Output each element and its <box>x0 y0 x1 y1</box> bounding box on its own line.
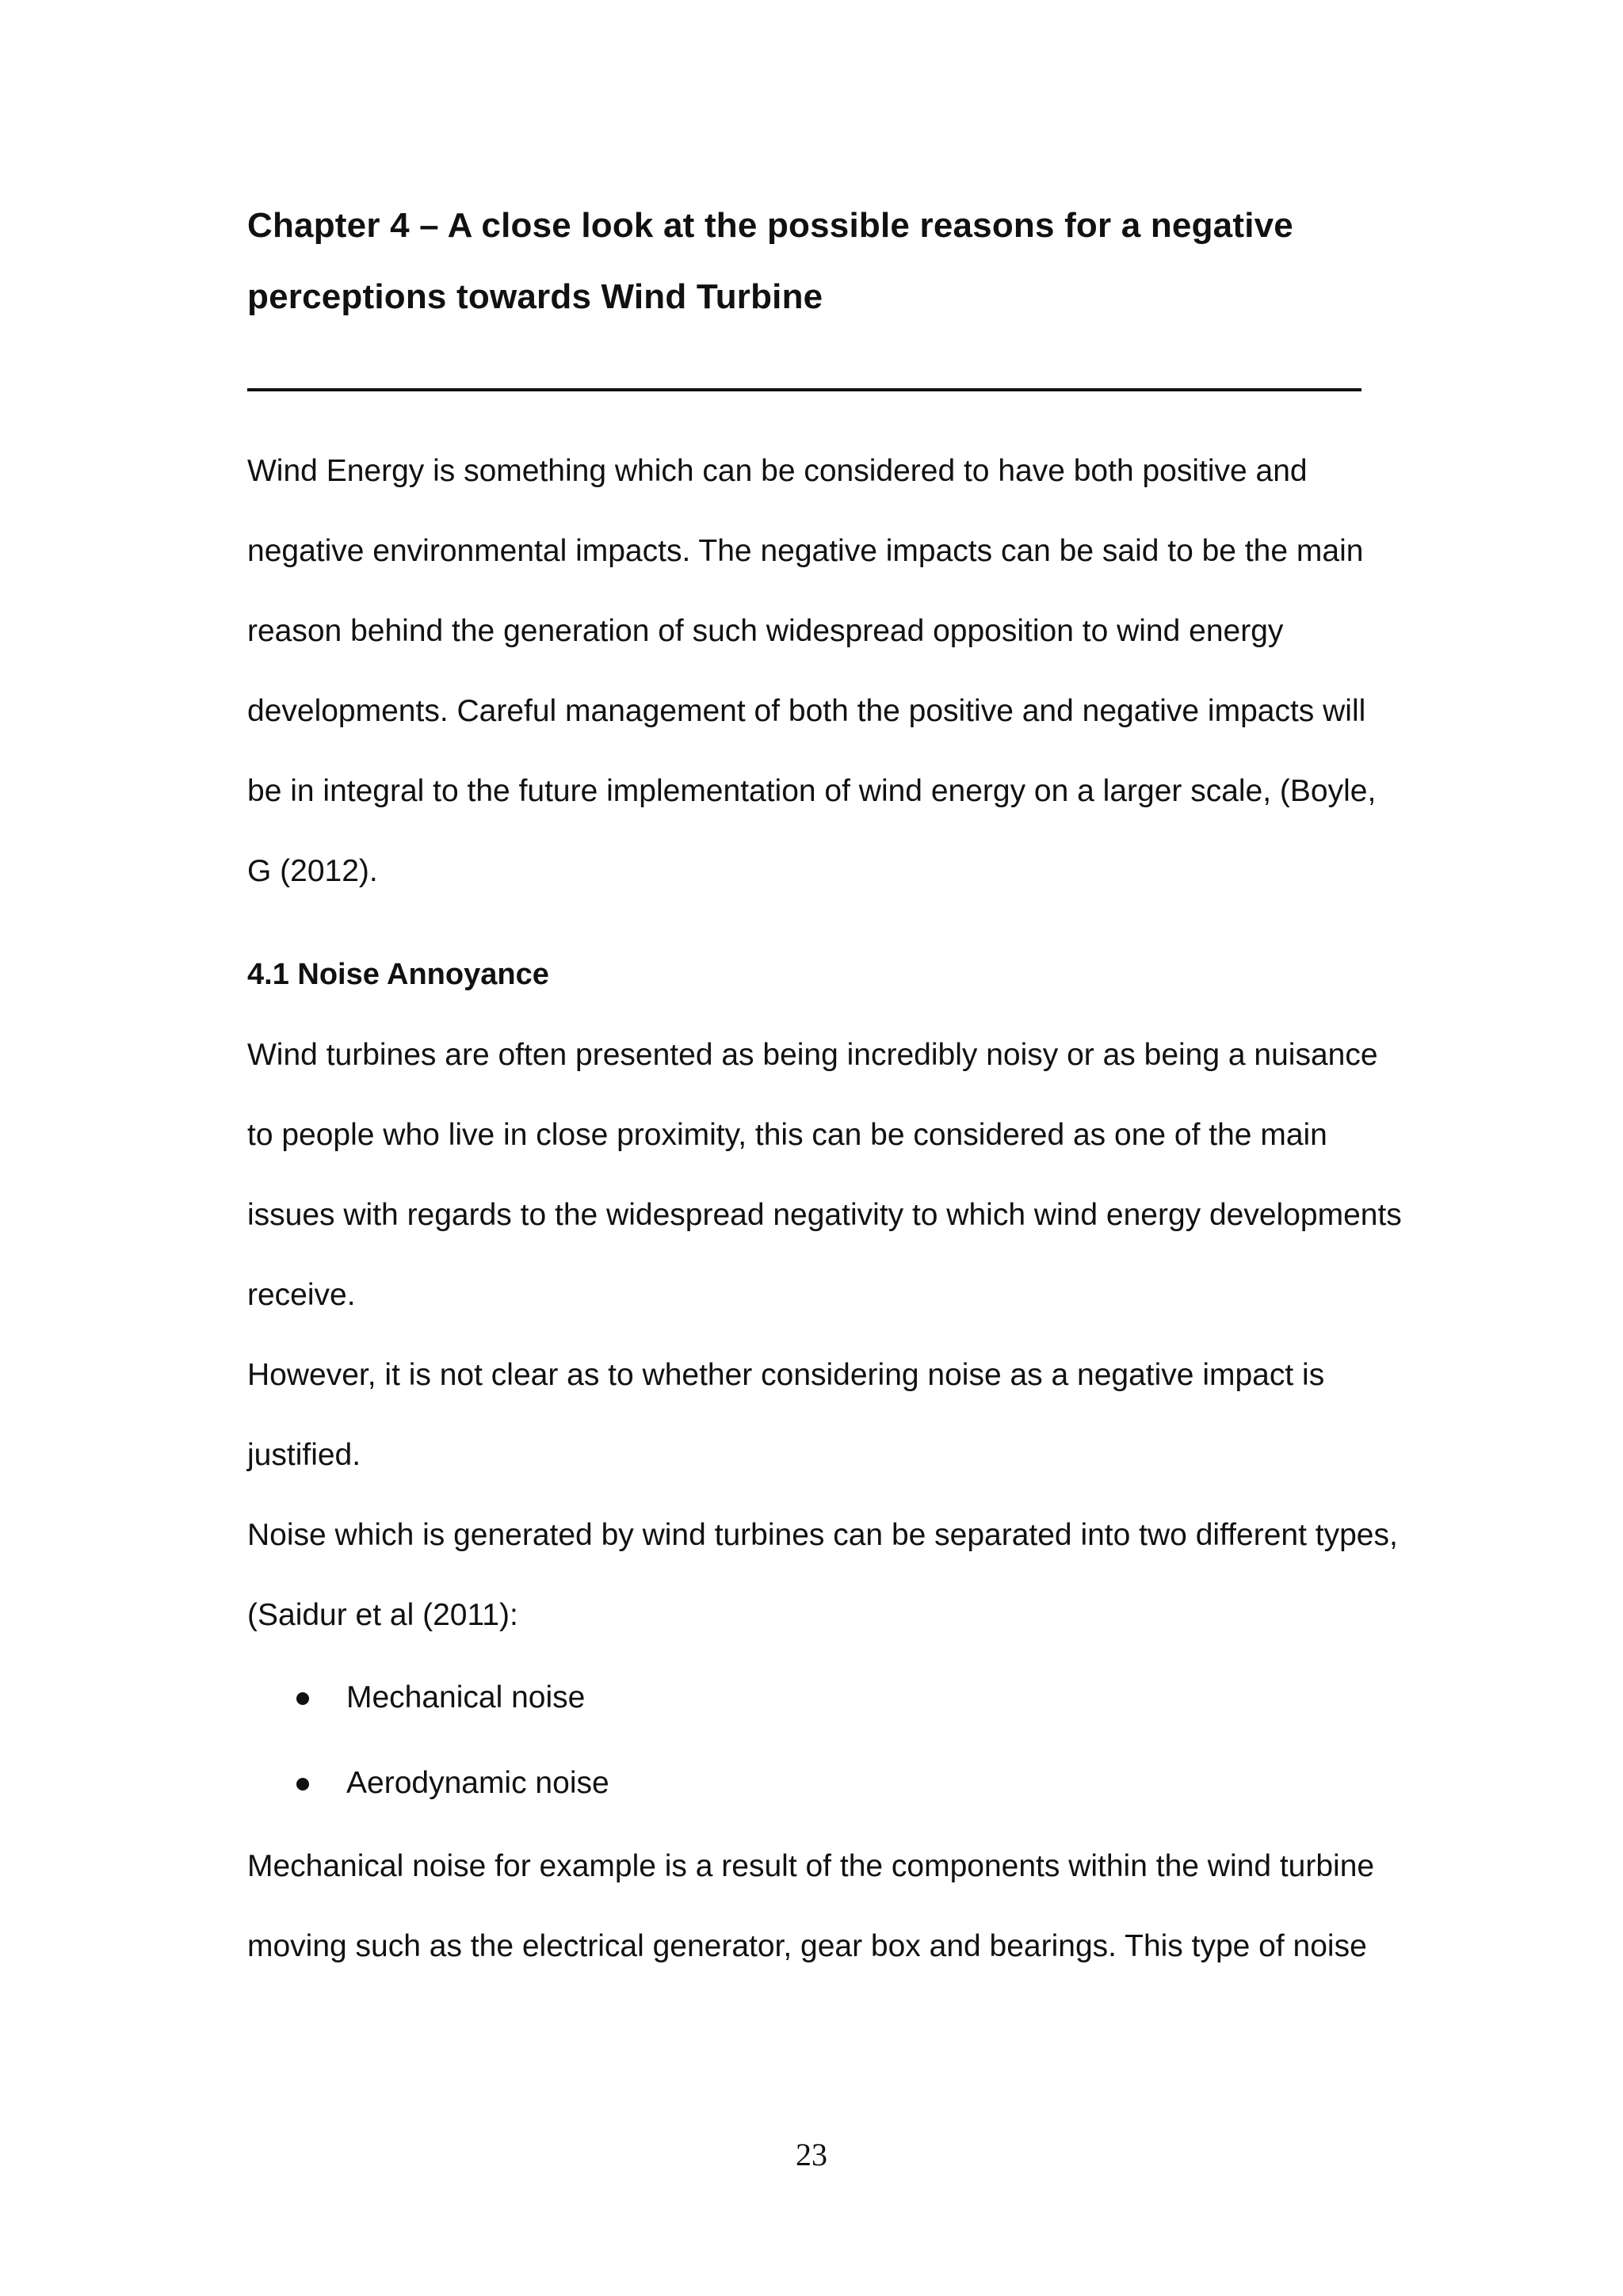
section-heading-noise-annoyance: 4.1 Noise Annoyance <box>247 958 549 991</box>
list-item-label: Aerodynamic noise <box>346 1766 609 1800</box>
bullet-icon <box>296 1692 309 1705</box>
title-divider <box>247 388 1361 391</box>
page-number: 23 <box>796 2137 827 2172</box>
intro-paragraph: Wind Energy is something which can be considered to have both positive and negative environmental impacts. The negative impacts can be said to be the main reason behind the generation of such widespread opposition to wind energy developments. Careful management of both the positive and negative impacts will be in integral to the future implementation of wind energy on a larger scale, (Boyle, G (2012). <box>247 454 1377 888</box>
noise-paragraph-1: Wind turbines are often presented as being incredibly noisy or as being a nuisance to people who live in close proximity, this can be considered as one of the main issues with regards to the widespread negativity to which wind energy developments receive. <box>247 1038 1402 1312</box>
list-item-label: Mechanical noise <box>346 1680 586 1714</box>
chapter-title: Chapter 4 – A close look at the possible reasons for a negative perceptions towards Wind Turbine <box>247 206 1293 316</box>
list-item <box>247 1655 1404 1741</box>
noise-paragraph-2: However, it is not clear as to whether considering noise as a negative impact is justified. <box>247 1358 1325 1472</box>
noise-types-list <box>247 1655 1404 1826</box>
noise-paragraph-4: Mechanical noise for example is a result of the components within the wind turbine moving such as the electrical generator, gear box and bearings. This type of noise <box>247 1849 1375 1963</box>
noise-paragraph-3: Noise which is generated by wind turbines can be separated into two different types, (Saidur et al (2011): <box>247 1518 1398 1632</box>
list-item <box>247 1741 1404 1826</box>
page-content <box>247 190 1404 1986</box>
bullet-icon <box>296 1778 309 1791</box>
